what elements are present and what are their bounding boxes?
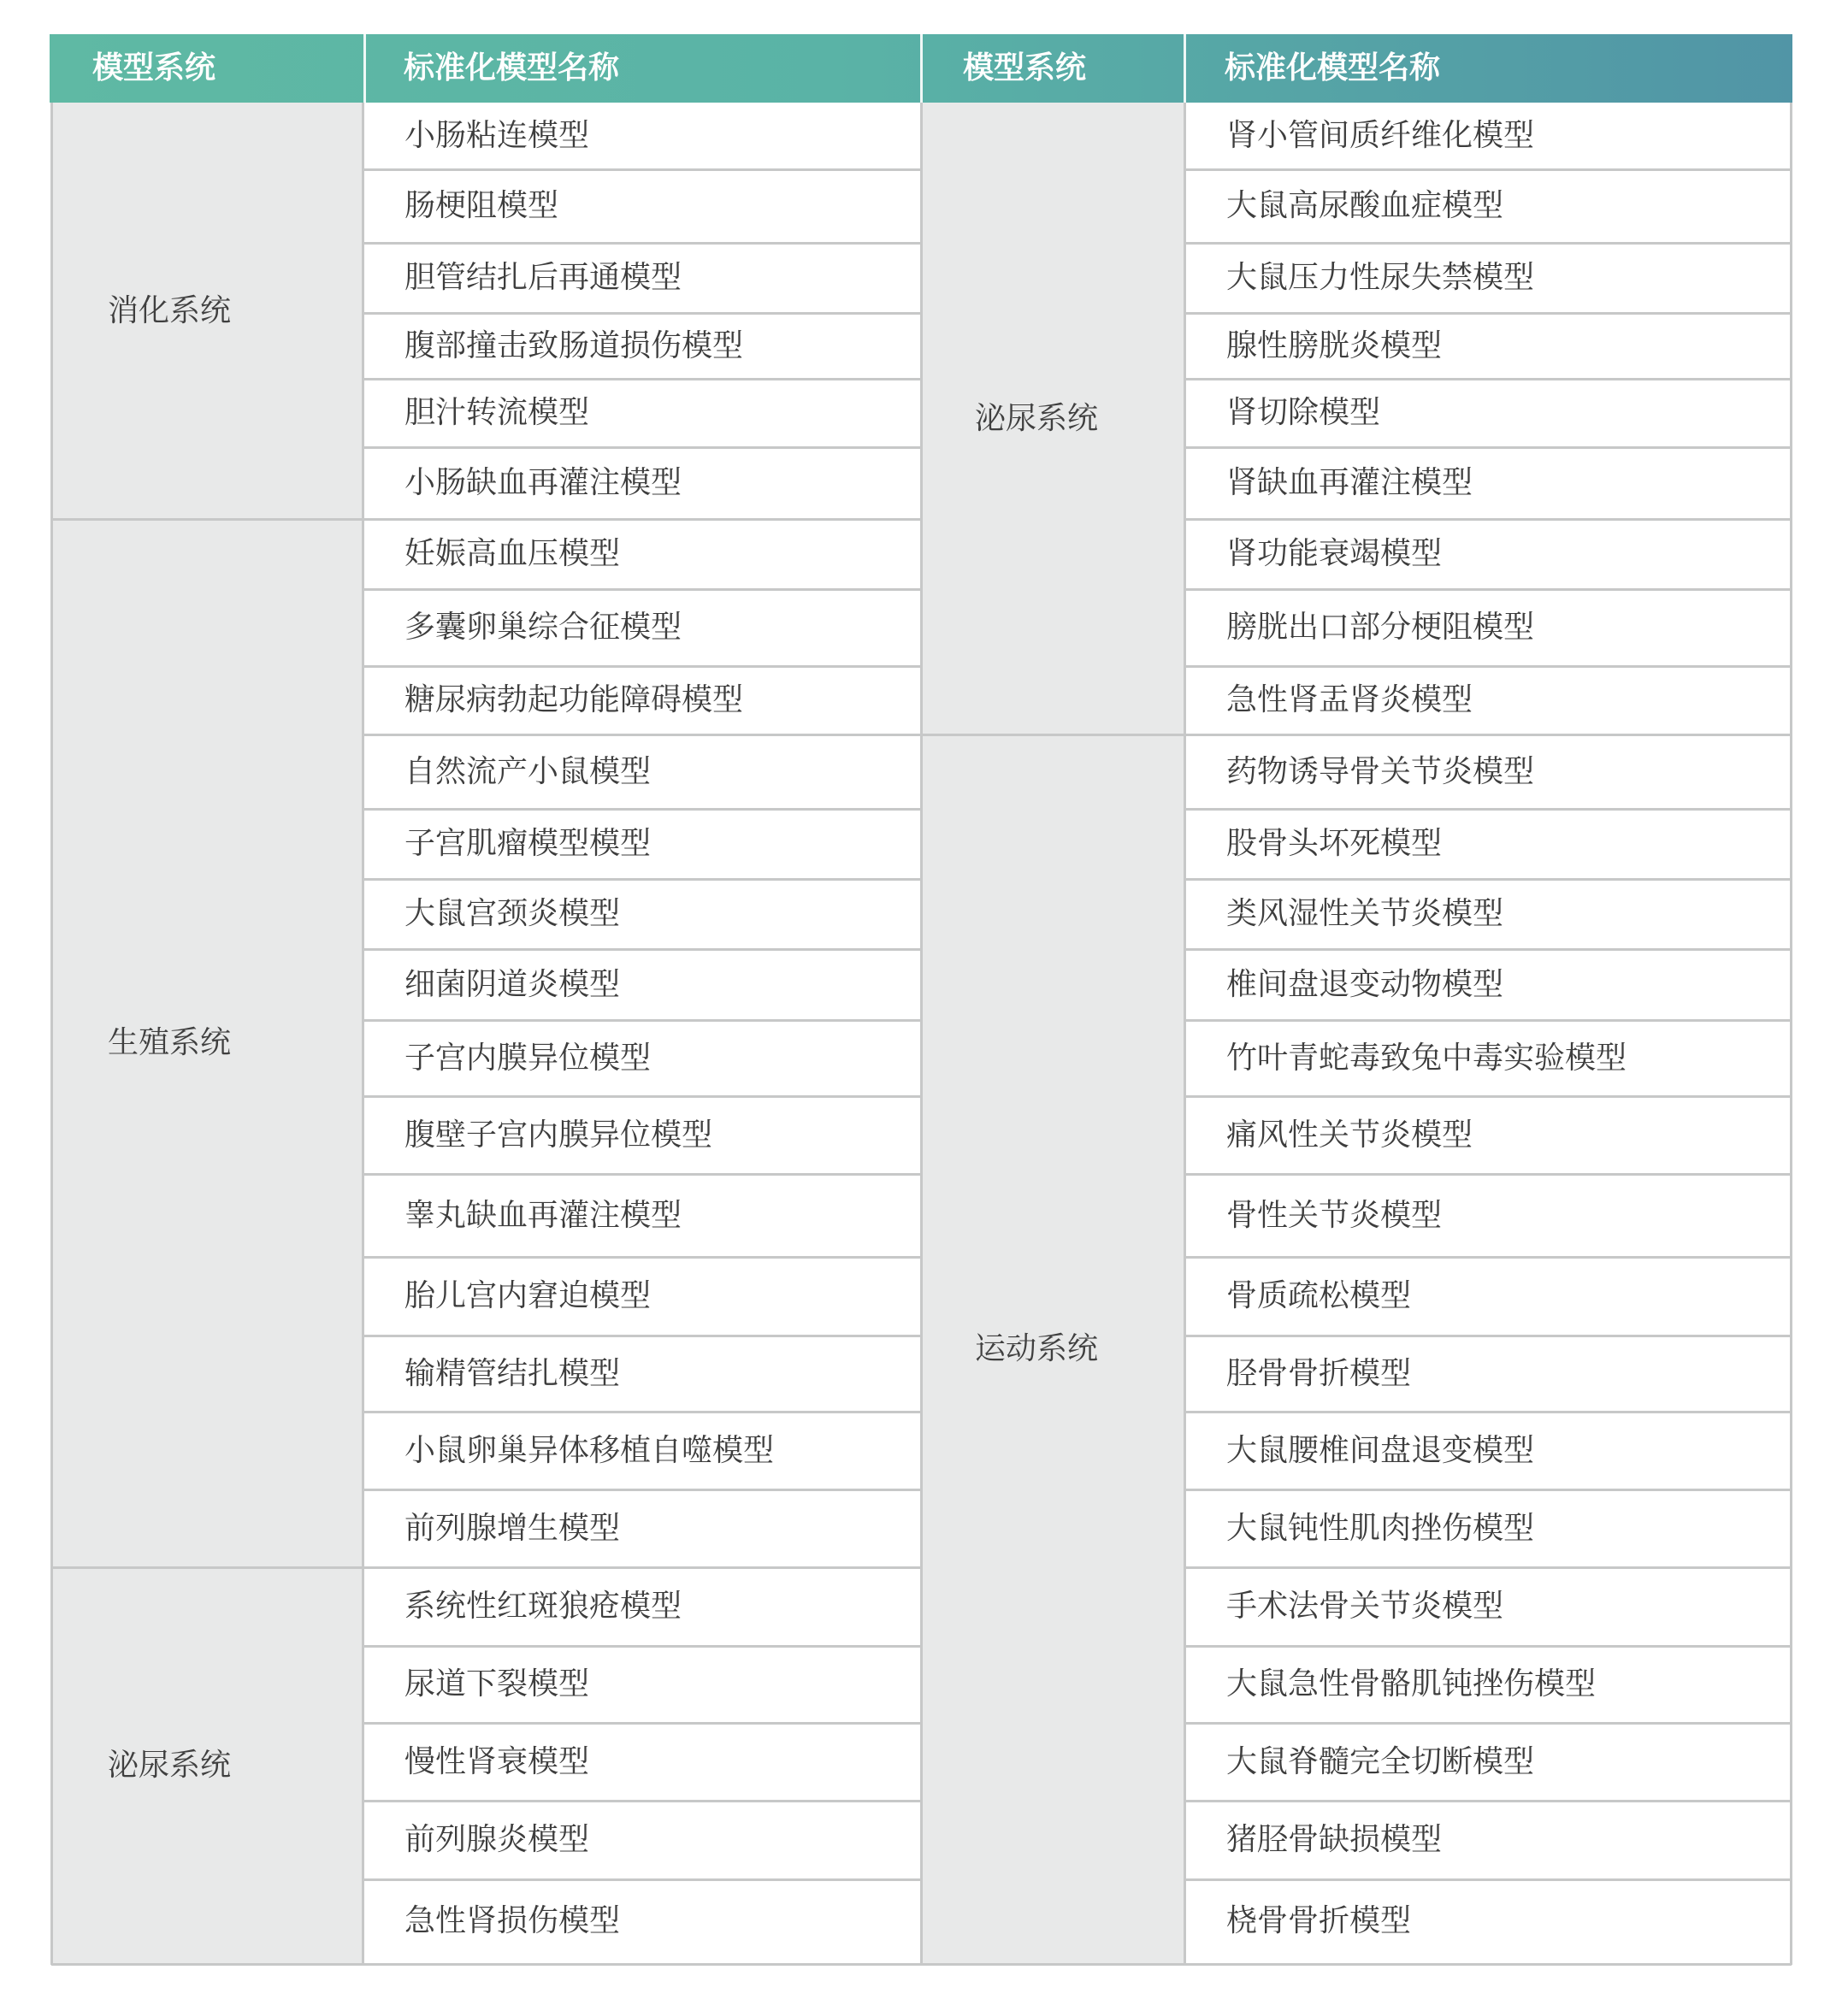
row-divider <box>1185 446 1792 449</box>
left-model-name: 胎儿宫内窘迫模型 <box>404 1278 652 1313</box>
row-divider <box>363 734 920 736</box>
row-divider <box>363 1335 920 1337</box>
right-model-name: 大鼠高尿酸血症模型 <box>1226 188 1504 223</box>
row-divider <box>1185 1645 1792 1648</box>
left-model-name: 细菌阴道炎模型 <box>404 966 621 1002</box>
right-model-name: 椎间盘退变动物模型 <box>1226 966 1504 1002</box>
row-divider <box>363 1173 920 1176</box>
right-model-name: 类风湿性关节炎模型 <box>1226 896 1504 931</box>
left-model-name: 小鼠卵巢异体移植自噬模型 <box>404 1432 775 1468</box>
left-model-name: 系统性红斑狼疮模型 <box>404 1589 682 1624</box>
row-divider <box>1185 312 1792 315</box>
row-divider <box>363 446 920 449</box>
row-divider <box>363 948 920 951</box>
row-divider <box>363 518 920 521</box>
right-model-name: 胫骨骨折模型 <box>1226 1355 1412 1391</box>
right-model-name: 大鼠脊髓完全切断模型 <box>1226 1743 1535 1779</box>
right-model-name: 大鼠急性骨骼肌钝挫伤模型 <box>1226 1666 1597 1701</box>
left-model-name: 妊娠高血压模型 <box>404 536 621 571</box>
row-divider <box>1185 948 1792 951</box>
left-model-name: 多囊卵巢综合征模型 <box>404 610 682 645</box>
row-divider <box>363 1019 920 1022</box>
left-model-name: 睾丸缺血再灌注模型 <box>404 1197 682 1233</box>
right-system-cell <box>922 103 1184 734</box>
left-model-name: 小肠粘连模型 <box>404 118 590 153</box>
row-divider <box>363 665 920 668</box>
right-model-name: 大鼠腰椎间盘退变模型 <box>1226 1432 1535 1468</box>
left-model-name: 前列腺增生模型 <box>404 1510 621 1546</box>
header-divider <box>363 34 366 103</box>
right-model-name: 手术法骨关节炎模型 <box>1226 1589 1504 1624</box>
left-system-label: 泌尿系统 <box>108 1747 232 1783</box>
right-system-label: 运动系统 <box>975 1330 1099 1366</box>
row-divider <box>1185 808 1792 811</box>
row-divider <box>363 588 920 591</box>
left-model-name: 胆管结扎后再通模型 <box>404 260 682 295</box>
left-model-name: 尿道下裂模型 <box>404 1666 590 1701</box>
row-divider <box>363 1256 920 1259</box>
right-model-name: 大鼠钝性肌肉挫伤模型 <box>1226 1510 1535 1546</box>
row-divider <box>363 242 920 245</box>
right-system-cell <box>922 734 1184 1963</box>
column-divider <box>1790 103 1792 1965</box>
row-divider <box>363 1722 920 1725</box>
row-divider <box>1185 665 1792 668</box>
left-system-label: 生殖系统 <box>108 1025 232 1060</box>
row-divider <box>1185 242 1792 245</box>
left-system-cell <box>51 103 362 519</box>
header-divider <box>920 34 923 103</box>
left-model-name: 腹壁子宫内膜异位模型 <box>404 1117 713 1153</box>
right-model-name: 肾切除模型 <box>1226 395 1381 430</box>
row-divider <box>363 878 920 881</box>
right-model-name: 急性肾盂肾炎模型 <box>1226 682 1473 717</box>
row-divider <box>1185 588 1792 591</box>
row-divider <box>363 312 920 315</box>
group-divider <box>51 1566 362 1569</box>
row-divider <box>1185 1722 1792 1725</box>
right-model-name: 骨性关节炎模型 <box>1226 1197 1443 1233</box>
row-divider <box>1185 1878 1792 1881</box>
right-model-name: 股骨头坏死模型 <box>1226 826 1443 861</box>
row-divider <box>363 1645 920 1648</box>
right-model-name: 痛风性关节炎模型 <box>1226 1117 1473 1153</box>
row-divider <box>1185 1566 1792 1569</box>
left-system-label: 消化系统 <box>108 292 232 328</box>
table-header <box>50 34 1792 103</box>
column-divider <box>920 103 923 1965</box>
left-model-name: 前列腺炎模型 <box>404 1822 590 1857</box>
left-model-name: 子宫肌瘤模型模型 <box>404 826 652 861</box>
header-model-name-right: 标准化模型名称 <box>1225 50 1441 86</box>
header-system-right: 模型系统 <box>963 50 1087 86</box>
column-divider <box>1184 103 1186 1965</box>
group-divider <box>922 734 1184 736</box>
left-model-name: 糖尿病勃起功能障碍模型 <box>404 682 744 717</box>
column-divider <box>362 103 364 1965</box>
left-model-name: 大鼠宫颈炎模型 <box>404 896 621 931</box>
header-divider <box>1184 34 1186 103</box>
right-model-name: 肾小管间质纤维化模型 <box>1226 118 1535 153</box>
left-model-name: 输精管结扎模型 <box>404 1355 621 1391</box>
left-model-name: 慢性肾衰模型 <box>404 1743 590 1779</box>
right-model-name: 竹叶青蛇毒致兔中毒实验模型 <box>1226 1040 1627 1076</box>
right-model-name: 药物诱导骨关节炎模型 <box>1226 753 1535 789</box>
row-divider <box>1185 518 1792 521</box>
left-model-name: 子宫内膜异位模型 <box>404 1040 652 1076</box>
row-divider <box>1185 878 1792 881</box>
header-model-name-left: 标准化模型名称 <box>404 50 620 86</box>
right-model-name: 肾缺血再灌注模型 <box>1226 465 1473 500</box>
row-divider <box>363 1566 920 1569</box>
row-divider <box>1185 1173 1792 1176</box>
row-divider <box>1185 1019 1792 1022</box>
right-system-label: 泌尿系统 <box>975 400 1099 436</box>
row-divider <box>1185 1411 1792 1413</box>
right-model-name: 骨质疏松模型 <box>1226 1278 1412 1313</box>
row-divider <box>363 1411 920 1413</box>
right-model-name: 肾功能衰竭模型 <box>1226 536 1443 571</box>
group-divider <box>51 518 362 521</box>
right-model-name: 腺性膀胱炎模型 <box>1226 327 1443 363</box>
row-divider <box>1185 1335 1792 1337</box>
row-divider <box>1185 734 1792 736</box>
header-system-left: 模型系统 <box>92 50 216 86</box>
row-divider <box>363 808 920 811</box>
row-divider <box>1185 1800 1792 1802</box>
row-divider <box>363 1878 920 1881</box>
row-divider <box>1185 1489 1792 1491</box>
row-divider <box>363 1489 920 1491</box>
row-divider <box>1185 378 1792 380</box>
column-divider <box>50 103 53 1965</box>
left-model-name: 自然流产小鼠模型 <box>404 753 652 789</box>
row-divider <box>1185 1095 1792 1098</box>
left-model-name: 腹部撞击致肠道损伤模型 <box>404 327 744 363</box>
left-system-cell <box>51 1567 362 1963</box>
table-bottom-border <box>51 1963 1792 1966</box>
right-model-name: 猪胫骨缺损模型 <box>1226 1822 1443 1857</box>
left-model-name: 小肠缺血再灌注模型 <box>404 465 682 500</box>
right-model-name: 膀胱出口部分梗阻模型 <box>1226 610 1535 645</box>
row-divider <box>363 1095 920 1098</box>
row-divider <box>363 168 920 171</box>
left-model-name: 胆汁转流模型 <box>404 395 590 430</box>
left-model-name: 急性肾损伤模型 <box>404 1903 621 1938</box>
left-system-cell <box>51 519 362 1567</box>
row-divider <box>1185 1256 1792 1259</box>
left-model-name: 肠梗阻模型 <box>404 188 559 223</box>
row-divider <box>363 1800 920 1802</box>
row-divider <box>363 378 920 380</box>
right-model-name: 大鼠压力性尿失禁模型 <box>1226 260 1535 295</box>
right-model-name: 桡骨骨折模型 <box>1226 1903 1412 1938</box>
row-divider <box>1185 168 1792 171</box>
